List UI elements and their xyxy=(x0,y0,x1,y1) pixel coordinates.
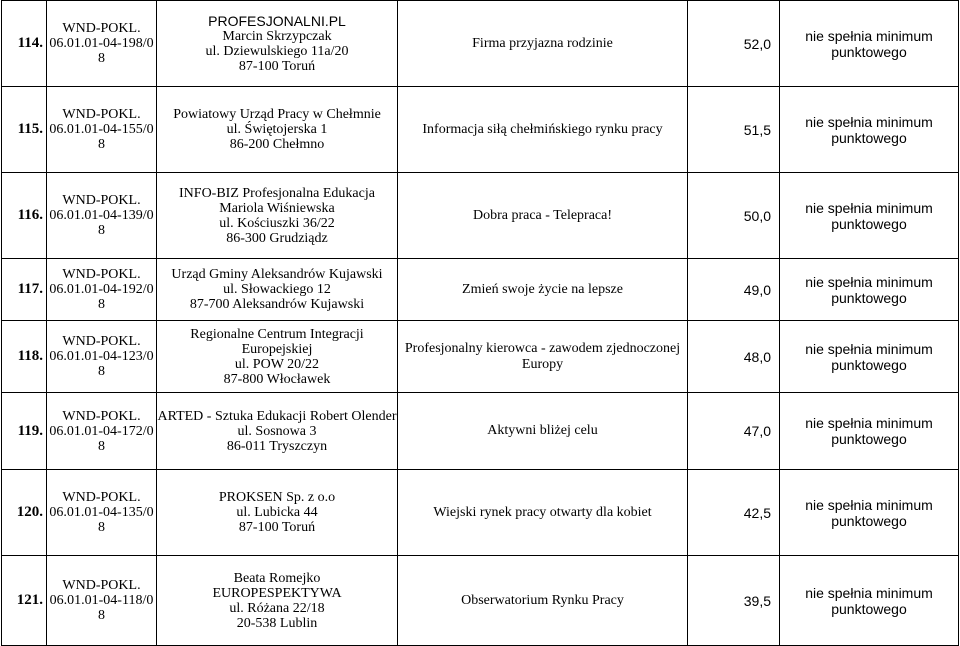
institution-address: PROKSEN Sp. z o.o ul. Lubicka 44 87-100 Toruń xyxy=(157,470,398,556)
row-number: 121. xyxy=(2,556,47,646)
score: 47,0 xyxy=(688,393,780,470)
project-title: Informacja siłą chełmińskiego rynku pracy xyxy=(398,87,688,173)
table-row xyxy=(2,173,959,259)
institution-address: PROFESJONALNI.PL Marcin Skrzypczak ul. Dziewulskiego 11a/20 87-100 Toruń xyxy=(157,1,398,87)
table-row xyxy=(2,470,959,556)
score: 39,5 xyxy=(688,556,780,646)
institution-address: Regionalne Centrum Integracji Europejskiej ul. POW 20/22 87-800 Włocławek xyxy=(157,321,398,393)
table-row xyxy=(2,321,959,393)
institution-address: INFO-BIZ Profesjonalna Edukacja Mariola Wiśniewska ul. Kościuszki 36/22 86-300 Grudziądz xyxy=(157,173,398,259)
project-title: Aktywni bliżej celu xyxy=(398,393,688,470)
score: 52,0 xyxy=(688,1,780,87)
status: nie spełnia minimum punktowego xyxy=(780,173,959,259)
table-row xyxy=(2,87,959,173)
application-code: WND-POKL. 06.01.01-04-118/0 8 xyxy=(47,556,157,646)
row-number: 119. xyxy=(2,393,47,470)
row-number: 114. xyxy=(2,1,47,87)
score: 42,5 xyxy=(688,470,780,556)
status: nie spełnia minimum punktowego xyxy=(780,393,959,470)
row-number: 116. xyxy=(2,173,47,259)
project-title: Zmień swoje życie na lepsze xyxy=(398,259,688,321)
table-row xyxy=(2,259,959,321)
project-title: Obserwatorium Rynku Pracy xyxy=(398,556,688,646)
row-number: 120. xyxy=(2,470,47,556)
project-title: Wiejski rynek pracy otwarty dla kobiet xyxy=(398,470,688,556)
application-code: WND-POKL. 06.01.01-04-139/0 8 xyxy=(47,173,157,259)
row-number: 117. xyxy=(2,259,47,321)
institution-address: Urząd Gminy Aleksandrów Kujawski ul. Słowackiego 12 87-700 Aleksandrów Kujawski xyxy=(157,259,398,321)
row-number: 115. xyxy=(2,87,47,173)
status: nie spełnia minimum punktowego xyxy=(780,556,959,646)
ranking-table xyxy=(1,0,959,646)
table-row xyxy=(2,1,959,87)
table-row xyxy=(2,393,959,470)
application-code: WND-POKL. 06.01.01-04-198/0 8 xyxy=(47,1,157,87)
application-code: WND-POKL. 06.01.01-04-155/0 8 xyxy=(47,87,157,173)
application-code: WND-POKL. 06.01.01-04-135/0 8 xyxy=(47,470,157,556)
project-title: Dobra praca - Telepraca! xyxy=(398,173,688,259)
institution-address: Powiatowy Urząd Pracy w Chełmnie ul. Świętojerska 1 86-200 Chełmno xyxy=(157,87,398,173)
application-code: WND-POKL. 06.01.01-04-192/0 8 xyxy=(47,259,157,321)
score: 50,0 xyxy=(688,173,780,259)
row-number: 118. xyxy=(2,321,47,393)
application-code: WND-POKL. 06.01.01-04-172/0 8 xyxy=(47,393,157,470)
project-title: Firma przyjazna rodzinie xyxy=(398,1,688,87)
institution-address: ARTED - Sztuka Edukacji Robert Olender ul. Sosnowa 3 86-011 Tryszczyn xyxy=(157,393,398,470)
status: nie spełnia minimum punktowego xyxy=(780,321,959,393)
table-row xyxy=(2,556,959,646)
institution-address: Beata Romejko EUROPESPEKTYWA ul. Różana 22/18 20-538 Lublin xyxy=(157,556,398,646)
score: 48,0 xyxy=(688,321,780,393)
project-title: Profesjonalny kierowca - zawodem zjednoczonej Europy xyxy=(398,321,688,393)
status: nie spełnia minimum punktowego xyxy=(780,1,959,87)
application-code: WND-POKL. 06.01.01-04-123/0 8 xyxy=(47,321,157,393)
status: nie spełnia minimum punktowego xyxy=(780,259,959,321)
score: 51,5 xyxy=(688,87,780,173)
status: nie spełnia minimum punktowego xyxy=(780,470,959,556)
status: nie spełnia minimum punktowego xyxy=(780,87,959,173)
score: 49,0 xyxy=(688,259,780,321)
